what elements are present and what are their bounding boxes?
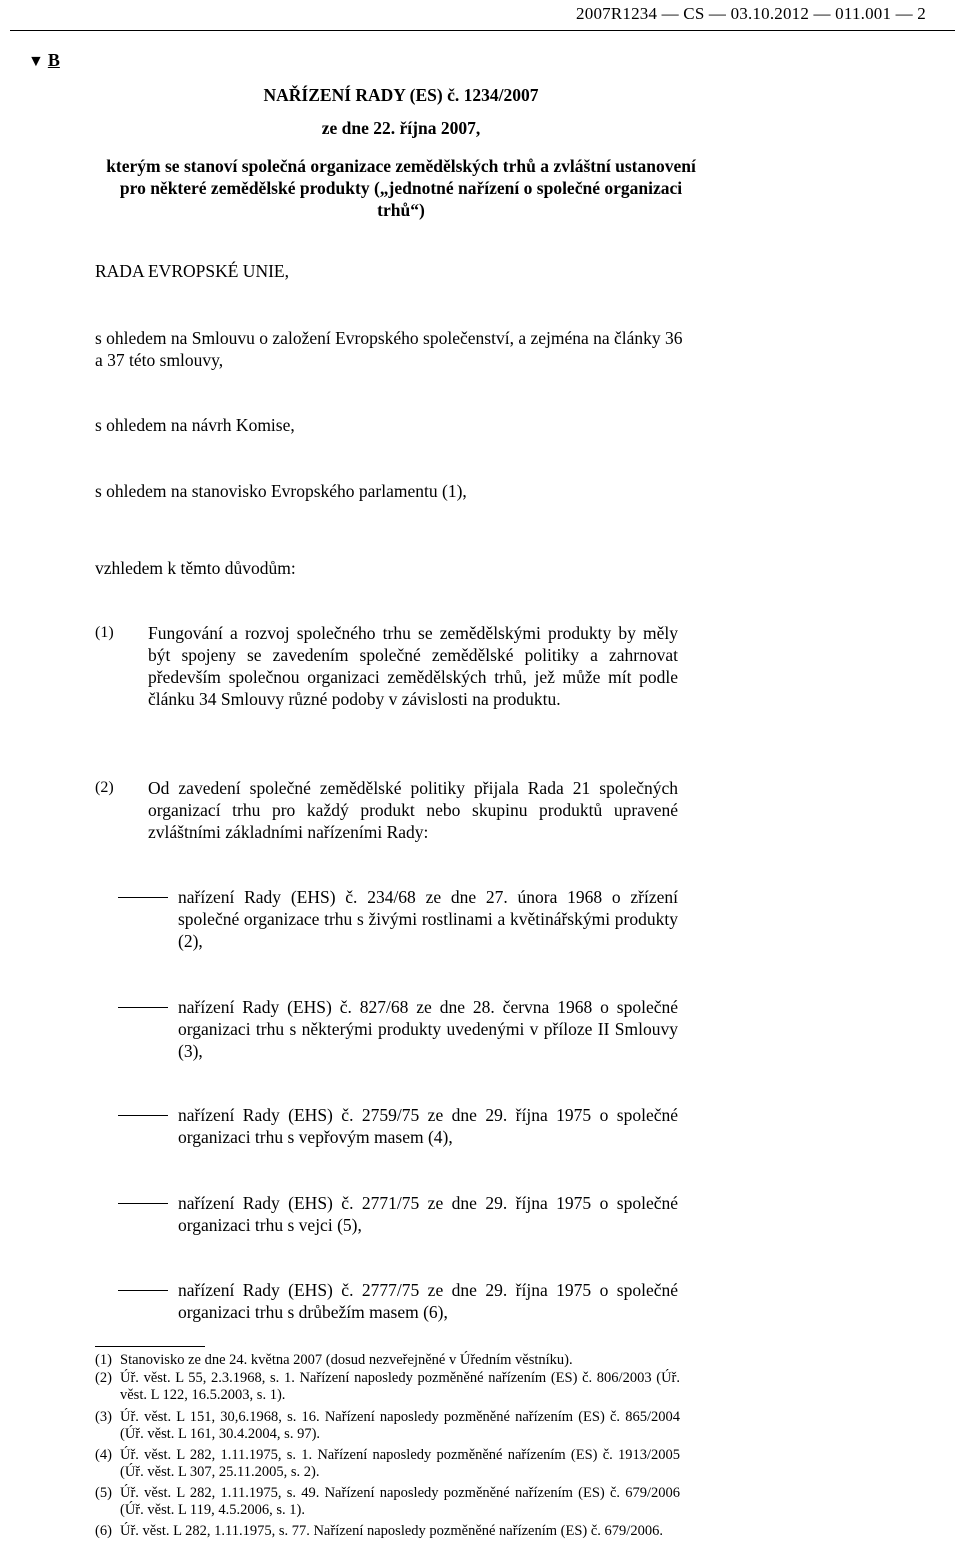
list-dash	[118, 1290, 168, 1291]
footnote-text: Úř. věst. L 151, 30,6.1968, s. 16. Nařízení naposledy pozměněné nařízením (ES) č. 865/2004 (Úř. věst. L 161, 30.4.2004, s. 97).	[120, 1409, 680, 1442]
footnote-text: Úř. věst. L 55, 2.3.1968, s. 1. Nařízení naposledy pozměněné nařízením (ES) č. 806/2003 (Úř. věst. L 122, 16.5.2003, s. 1).	[120, 1370, 680, 1403]
footnote-number: (5)	[95, 1485, 112, 1501]
footnote-number: (4)	[95, 1447, 112, 1463]
footnote-text: Stanovisko ze dne 24. května 2007 (dosud nezveřejněné v Úředním věstníku).	[120, 1352, 573, 1368]
regulation-list-item: nařízení Rady (EHS) č. 2771/75 ze dne 29. října 1975 o společné organizaci trhu s vejci (5),	[178, 1193, 678, 1235]
footnote-number: (1)	[95, 1352, 112, 1368]
regulation-list-item: nařízení Rady (EHS) č. 2777/75 ze dne 29. října 1975 o společné organizaci trhu s drůbežím masem (6),	[178, 1280, 678, 1322]
document-reference-header: 2007R1234 — CS — 03.10.2012 — 011.001 — 2	[576, 4, 926, 23]
footnote-number: (2)	[95, 1370, 112, 1386]
citation-treaty: s ohledem na Smlouvu o založení Evropského společenství, a zejména na články 36 a 37 této smlouvy,	[95, 328, 683, 370]
whereas-intro: vzhledem k těmto důvodům:	[95, 558, 296, 578]
recital-number: (2)	[95, 779, 114, 796]
marker-label-link[interactable]: B	[47, 50, 60, 70]
triangle-down-icon: ▼	[28, 53, 44, 70]
regulation-list-item: nařízení Rady (EHS) č. 234/68 ze dne 27. února 1968 o zřízení společné organizace trhu s živými rostlinami a květinářskými produkty (2),	[178, 887, 678, 951]
header-rule	[10, 30, 955, 31]
citation-parliament: s ohledem na stanovisko Evropského parlamentu (1),	[95, 481, 467, 501]
footnote-text: Úř. věst. L 282, 1.11.1975, s. 1. Nařízení naposledy pozměněné nařízením (ES) č. 1913/2005 (Úř. věst. L 307, 25.11.2005, s. 2).	[120, 1447, 680, 1480]
list-dash	[118, 1203, 168, 1204]
footnote	[95, 1447, 680, 1481]
citation-commission: s ohledem na návrh Komise,	[95, 415, 295, 435]
recital-text: Od zavedení společné zemědělské politiky přijala Rada 21 společných organizací trhu pro každý produkt nebo skupinu produktů upravené zvláštními základními nařízeními Rady:	[148, 778, 678, 842]
list-dash	[118, 897, 168, 898]
footnote	[95, 1409, 680, 1443]
footnote-text: Úř. věst. L 282, 1.11.1975, s. 49. Nařízení naposledy pozměněné nařízením (ES) č. 679/2006 (Úř. věst. L 119, 4.5.2006, s. 1).	[120, 1485, 680, 1518]
regulation-subject: kterým se stanoví společná organizace zemědělských trhů a zvláštní ustanovení pro některé zemědělské produkty („jednotné nařízení o společné organizaci trhů“)	[106, 156, 696, 220]
regulation-date: ze dne 22. října 2007,	[321, 118, 481, 138]
footnote	[95, 1485, 680, 1519]
footnote-separator	[95, 1346, 205, 1347]
regulation-list-item: nařízení Rady (EHS) č. 2759/75 ze dne 29. října 1975 o společné organizaci trhu s vepřovým masem (4),	[178, 1105, 678, 1147]
council-heading: RADA EVROPSKÉ UNIE,	[95, 261, 289, 281]
regulation-list-item: nařízení Rady (EHS) č. 827/68 ze dne 28. června 1968 o společné organizaci trhu s některými produkty uvedenými v příloze II Smlouvy (3),	[178, 997, 678, 1061]
footnote	[95, 1523, 680, 1540]
recital-number: (1)	[95, 624, 114, 641]
recital-text: Fungování a rozvoj společného trhu se zemědělskými produkty by měly být spojeny se zavedením společné zemědělské politiky a zahrnovat především společnou organizaci zemědělských trhů, jež může mít podle článku 34 Smlouvy různé podoby v závislosti na produktu.	[148, 623, 678, 709]
regulation-title: NAŘÍZENÍ RADY (ES) č. 1234/2007	[263, 85, 539, 105]
list-dash	[118, 1007, 168, 1008]
amendment-marker	[28, 50, 60, 71]
list-dash	[118, 1115, 168, 1116]
footnote-number: (3)	[95, 1409, 112, 1425]
footnote	[95, 1352, 680, 1369]
footnote-number: (6)	[95, 1523, 112, 1539]
footnote-text: Úř. věst. L 282, 1.11.1975, s. 77. Nařízení naposledy pozměněné nařízením (ES) č. 679/2006.	[120, 1523, 663, 1539]
footnote	[95, 1370, 680, 1404]
